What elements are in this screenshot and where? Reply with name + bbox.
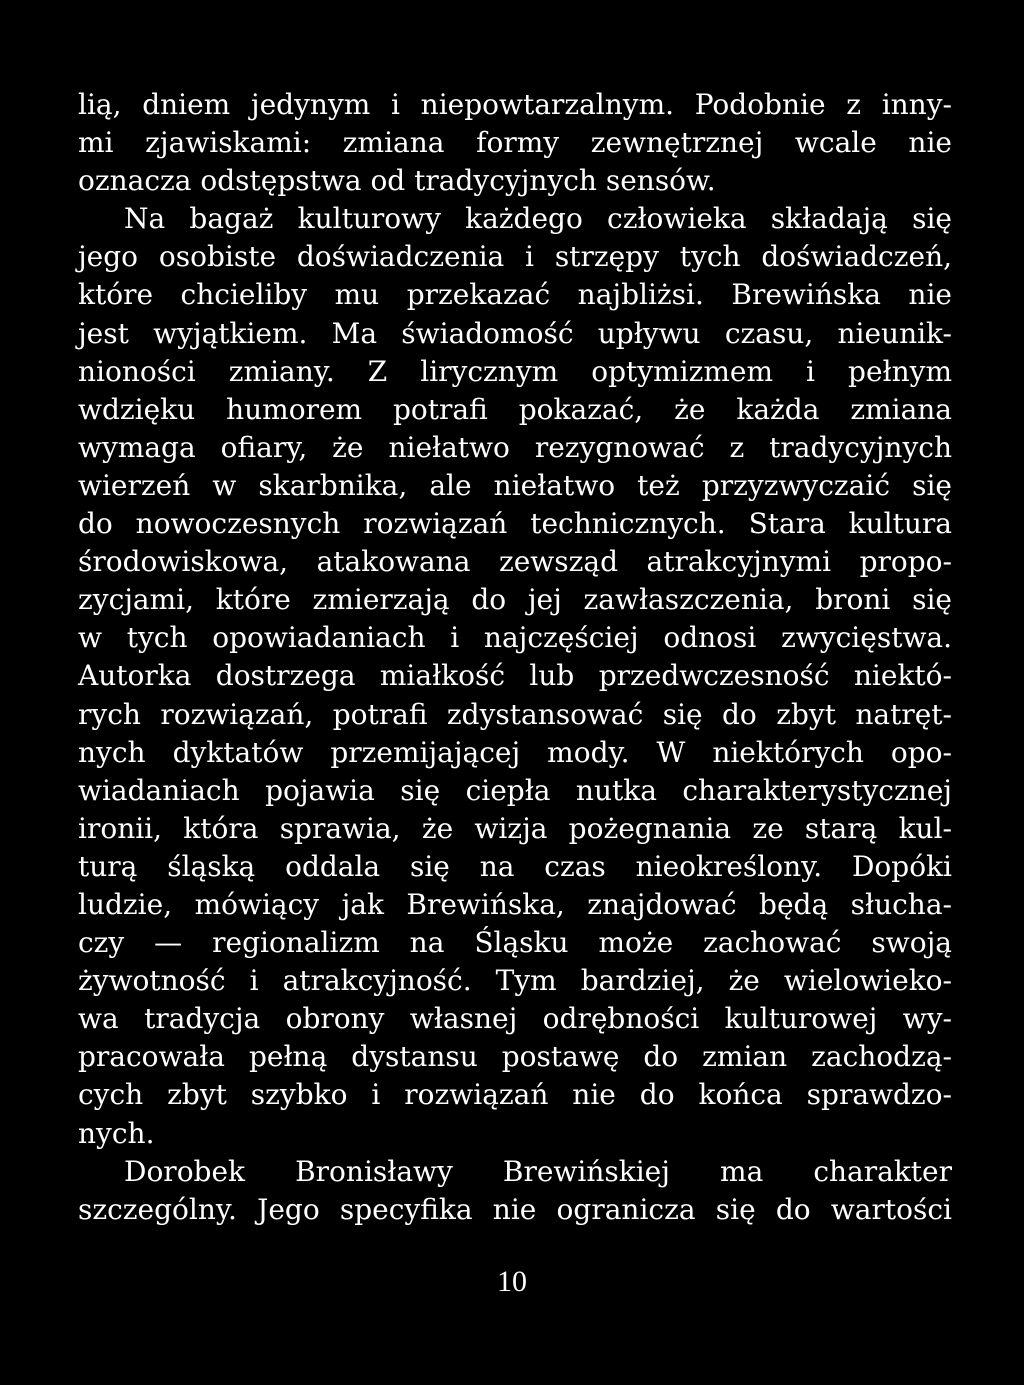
text-line: nych.	[78, 1116, 155, 1150]
text-line: jest wyjątkiem. Ma świadomość upływu czasu, nieunik-	[78, 316, 952, 350]
text-line: wiadaniach pojawia się ciepła nutka charakterystycznej	[78, 773, 952, 807]
text-line: Autorka dostrzega miałkość lub przedwczesność niektó-	[78, 659, 952, 693]
text-line: nioności zmiany. Z lirycznym optymizmem i pełnym	[78, 354, 952, 388]
text-line: oznacza odstępstwa od tradycyjnych sensów.	[78, 164, 716, 198]
text-line: cych zbyt szybko i rozwiązań nie do końca sprawdzo-	[78, 1078, 952, 1112]
text-line: nych dyktatów przemijającej mody. W niektórych opo-	[78, 735, 952, 769]
text-line: ironii, która sprawia, że wizja pożegnania ze starą kul-	[78, 811, 952, 845]
text-line: wdzięku humorem potrafi pokazać, że każda zmiana	[78, 392, 952, 426]
text-line: ludzie, mówiący jak Brewińska, znajdować będą słucha-	[78, 887, 952, 921]
page-number: 10	[497, 1265, 527, 1298]
text-line: Dorobek Bronisławy Brewińskiej ma charakter	[124, 1154, 952, 1188]
text-line: czy — regionalizm na Śląsku może zachować swoją	[78, 926, 952, 960]
text-line: Na bagaż kulturowy każdego człowieka składają się	[124, 202, 952, 236]
text-line: żywotność i atrakcyjność. Tym bardziej, że wielowieko-	[78, 964, 952, 998]
text-line: wa tradycja obrony własnej odrębności kulturowej wy-	[78, 1002, 952, 1036]
text-line: wierzeń w skarbnika, ale niełatwo też przyzwyczaić się	[78, 468, 952, 502]
text-line: rych rozwiązań, potrafi zdystansować się do zbyt natręt-	[78, 697, 952, 731]
text-line: wymaga ofiary, że niełatwo rezygnować z tradycyjnych	[78, 430, 952, 464]
text-line: jego osobiste doświadczenia i strzępy tych doświadczeń,	[78, 240, 952, 274]
text-line: pracowała pełną dystansu postawę do zmian zachodzą-	[78, 1040, 952, 1074]
text-line: mi zjawiskami: zmiana formy zewnętrznej wcale nie	[78, 126, 952, 160]
text-line: do nowoczesnych rozwiązań technicznych. Stara kultura	[78, 507, 952, 541]
text-line: środowiskowa, atakowana zewsząd atrakcyjnymi propo-	[78, 545, 952, 579]
text-line: turą śląską oddala się na czas nieokreślony. Dopóki	[78, 849, 952, 883]
text-line: które chcieliby mu przekazać najbliżsi. Brewińska nie	[78, 278, 952, 312]
text-line: szczególny. Jego specyfika nie ogranicza się do wartości	[78, 1192, 952, 1226]
body-text	[78, 86, 952, 1229]
text-line: zycjami, które zmierzają do jej zawłaszczenia, broni się	[78, 583, 952, 617]
text-line: w tych opowiadaniach i najczęściej odnosi zwycięstwa.	[78, 621, 952, 655]
text-line: lią, dniem jedynym i niepowtarzalnym. Podobnie z inny-	[78, 88, 952, 121]
